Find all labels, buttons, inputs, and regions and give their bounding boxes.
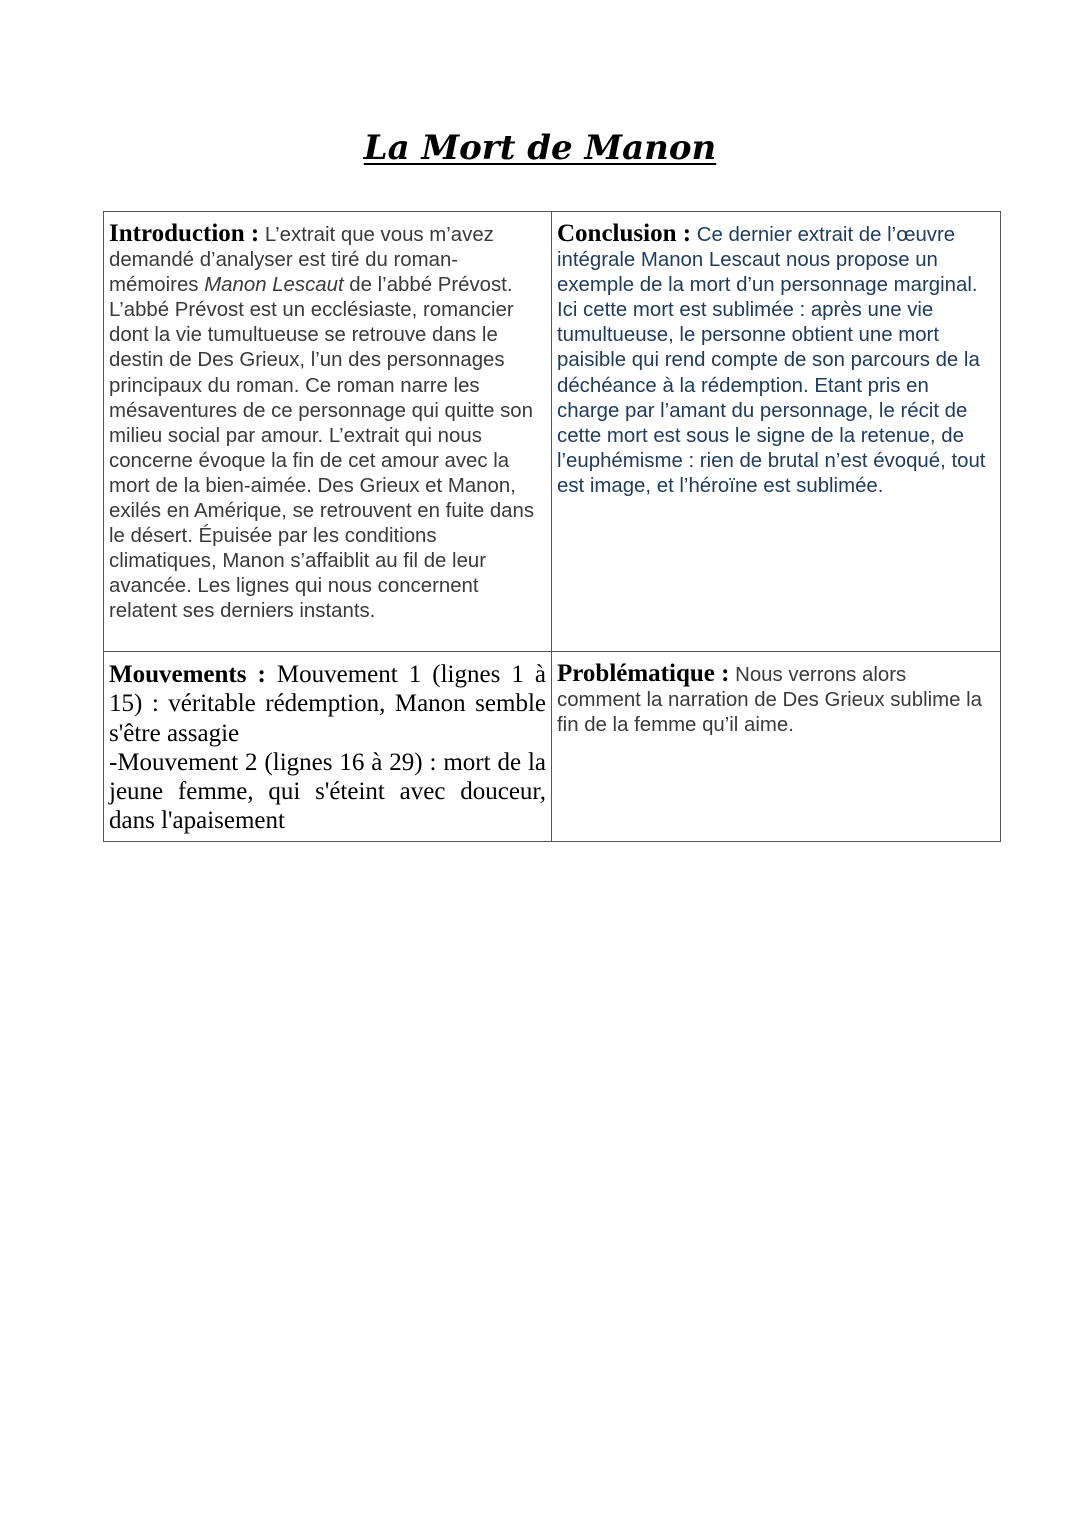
page-title — [0, 128, 1080, 168]
table-row — [104, 212, 1001, 652]
introduction-text-start: L’extrait que vous m’avez demandé d’analyser est tiré du roman-mémoires — [109, 224, 494, 297]
table-row — [104, 652, 1001, 842]
movement-2: -Mouvement 2 (lignes 16 à 29) : mort de la jeune femme, qui s'éteint avec douceur, dans l'apaisement — [109, 748, 546, 835]
mouvements-label: Mouvements : — [109, 661, 266, 688]
conclusion-cell — [552, 212, 1001, 652]
introduction-cell — [104, 212, 552, 652]
mouvements-body — [109, 660, 546, 836]
problematique-text: Nous verrons alors comment la narration de Des Grieux sublime la fin de la femme qu’il aime. — [557, 664, 982, 737]
introduction-label: Introduction : — [109, 220, 260, 247]
page-title-text: La Mort de Manon — [363, 128, 717, 168]
problematique-label: Problématique : — [557, 660, 730, 687]
introduction-text-end: de l’abbé Prévost. L’abbé Prévost est un ecclésiaste, romancier dont la vie tumultueuse se retrouve dans le destin de Des Grieux, l’un des personnages principaux du roman. Ce roman narre les mésaventures de ce personnage qui quitte son milieu social par amour. L’extrait qui nous concerne évoque la fin de cet amour avec la mort de la bien-aimée. Des Grieux et Manon, exilés en Amérique, se retrouvent en fuite dans le désert. Épuisée par les conditions climatiques, Manon s’affaiblit au fil de leur avancée. Les lignes qui nous concernent relatent ses derniers instants. — [109, 274, 535, 623]
mouvements-cell — [104, 652, 552, 842]
analysis-table — [103, 211, 1001, 842]
conclusion-label: Conclusion : — [557, 220, 692, 247]
book-title: Manon Lescaut — [204, 274, 344, 297]
movement-1-text: Mouvement 1 (lignes 1 à 15) : véritable rédemption, Manon semble s'être assagie — [109, 661, 546, 747]
conclusion-text: Ce dernier extrait de l’œuvre intégrale Manon Lescaut nous propose un exemple de la mort d’un personnage marginal. Ici cette mort est sublimée : après une vie tumultueuse, le personne obtient une mort paisible qui rend compte de son parcours de la déchéance à la rédemption. Etant pris en charge par l’amant du personnage, le récit de cette mort est sous le signe de la retenue, de l’euphémisme : rien de brutal n’est évoqué, tout est image, et l’héroïne est sublimée. — [557, 224, 986, 497]
movement-1 — [109, 660, 546, 748]
problematique-cell — [552, 652, 1001, 842]
